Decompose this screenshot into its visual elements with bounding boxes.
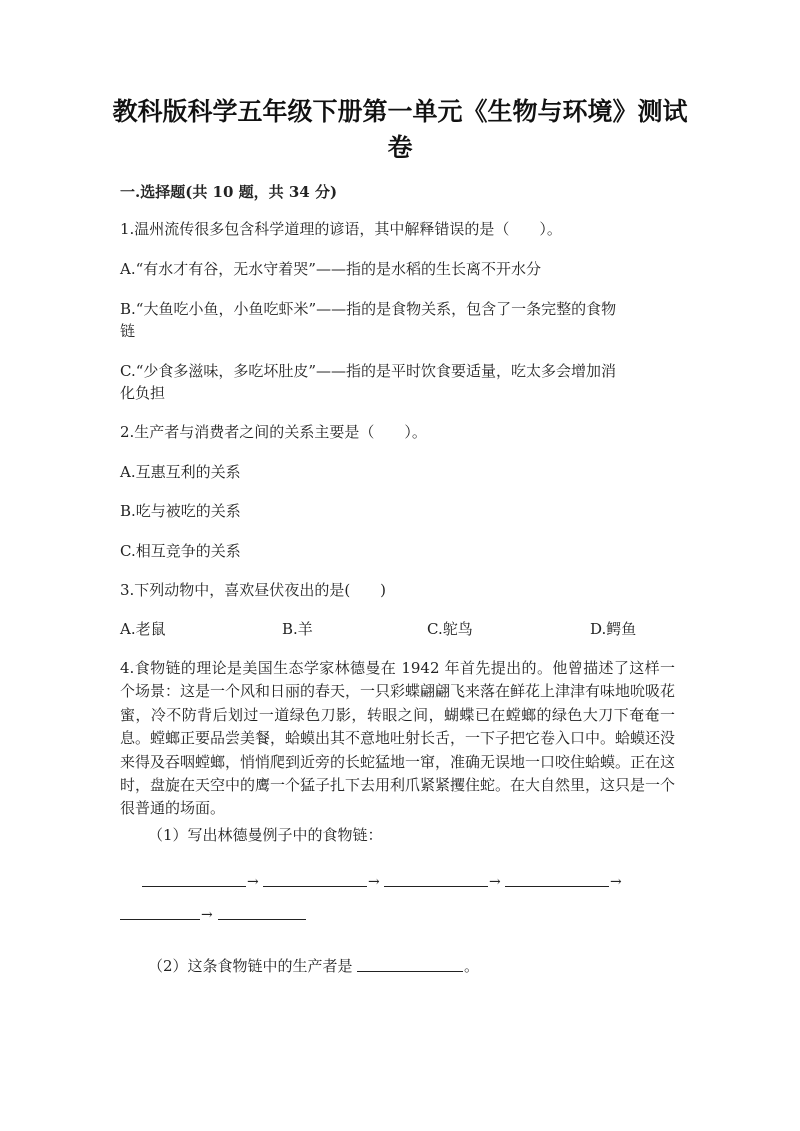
producer-blank[interactable] [357, 971, 463, 972]
food-chain-arrow-5: → [201, 907, 213, 923]
q4-sub1-prompt: （1）写出林德曼例子中的食物链： [148, 826, 383, 844]
food-chain-arrow-1: → [247, 874, 259, 890]
food-chain-blank-5[interactable] [120, 919, 200, 920]
q1-stem: 1.温州流传很多包含科学道理的谚语，其中解释错误的是（ ）。 [120, 220, 562, 238]
q1-option-c-line2: 化负担 [120, 384, 166, 402]
q2-option-b: B.吃与被吃的关系 [120, 502, 241, 520]
food-chain-blank-6[interactable] [218, 919, 306, 920]
q3-option-a: A.老鼠 [120, 620, 166, 638]
section-heading-choice: 一.选择题(共 10 题，共 34 分) [120, 183, 338, 201]
food-chain-arrow-2: → [368, 874, 380, 890]
q1-option-c-line1: C.“少食多滋味，多吃坏肚皮”——指的是平时饮食要适量，吃太多会增加消 [120, 362, 617, 380]
food-chain-blank-1[interactable] [142, 886, 246, 887]
q3-option-d: D.鳄鱼 [590, 620, 637, 638]
food-chain-blank-4[interactable] [505, 886, 609, 887]
q3-stem: 3.下列动物中，喜欢昼伏夜出的是( ) [120, 581, 387, 599]
food-chain-arrow-4: → [610, 874, 622, 890]
page-title: 教科版科学五年级下册第一单元《生物与环境》测试卷 [112, 97, 688, 162]
q3-option-b: B.羊 [282, 620, 313, 638]
food-chain-arrow-3: → [489, 874, 501, 890]
food-chain-blank-3[interactable] [384, 886, 488, 887]
q3-option-c: C.鸵鸟 [427, 620, 473, 638]
food-chain-blank-2[interactable] [263, 886, 367, 887]
q2-option-c: C.相互竞争的关系 [120, 542, 241, 560]
q4-sub2-period: 。 [464, 957, 480, 975]
q1-option-b-line1: B.“大鱼吃小鱼，小鱼吃虾米”——指的是食物关系，包含了一条完整的食物 [120, 300, 617, 318]
q4-passage: 4.食物链的理论是美国生态学家林德曼在 1942 年首先提出的。他曾描述了这样一个场景：这是一个风和日丽的春天，一只彩蝶翩翩飞来落在鲜花上津津有味地吮吸花蜜，冷不防背后划过一道绿色刀影，转眼之间，蝴蝶已在螳螂的绿色大刀下奄奄一息。螳螂正要品尝美餐，蛤蟆出其不意地吐射长舌，一下子把它卷入口中。蛤蟆还没来得及吞咽螳螂，悄悄爬到近旁的长蛇猛地一窜，准确无误地一口咬住蛤蟆。正在这时，盘旋在天空中的鹰一个猛子扎下去用利爪紧紧攫住蛇。在大自然里，这只是一个很普通的场面。 [120, 659, 676, 818]
q1-option-a: A.“有水才有谷，无水守着哭”——指的是水稻的生长离不开水分 [120, 260, 541, 278]
q1-option-b-line2: 链 [120, 322, 136, 340]
q2-stem: 2.生产者与消费者之间的关系主要是（ ）。 [120, 423, 427, 441]
q4-sub2-prompt: （2）这条食物链中的生产者是 [148, 957, 353, 975]
q2-option-a: A.互惠互利的关系 [120, 463, 241, 481]
